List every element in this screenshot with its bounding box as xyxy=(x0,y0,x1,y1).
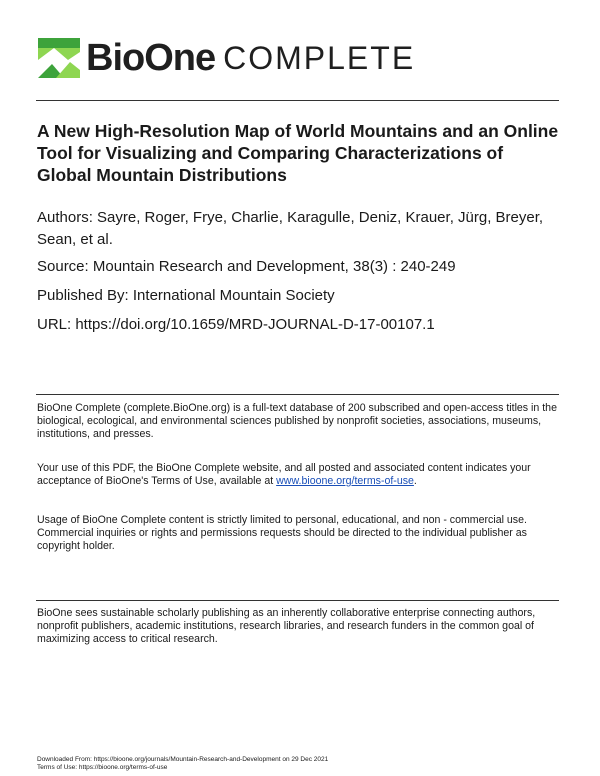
mission-statement: BioOne sees sustainable scholarly publishing as an inherently collaborative enterprise connecting authors, nonprofit publishers, academic institutions, research libraries, and research funders in the common goal of maximizing access to critical research. xyxy=(37,607,536,645)
terms-footer: Terms of Use: https://bioone.org/terms-of-use xyxy=(37,764,168,771)
footer-divider xyxy=(36,600,559,601)
logo-brand-text: BioOne xyxy=(86,37,216,79)
bioone-logo xyxy=(38,38,415,78)
header-divider xyxy=(36,100,559,101)
terms-notice-end: . xyxy=(413,475,417,487)
terms-notice-text: Your use of this PDF, the BioOne Complete website, and all posted and associated content indicates your acceptance of BioOne's Terms of Use, available at xyxy=(37,462,531,487)
download-footer: Downloaded From: https://bioone.org/journals/Mountain-Research-and-Development on 29 Dec 2021 xyxy=(37,756,329,763)
article-url[interactable]: URL: https://doi.org/10.1659/MRD-JOURNAL-D-17-00107.1 xyxy=(37,316,435,333)
article-publisher: Published By: International Mountain Society xyxy=(37,287,335,304)
database-notice: BioOne Complete (complete.BioOne.org) is a full-text database of 200 subscribed and open-access titles in the biological, ecological, and environmental sciences published by nonprofit societies, associations, museums, institutions, and presses. xyxy=(37,402,557,440)
section-divider xyxy=(36,394,559,395)
terms-of-use-link[interactable]: www.bioone.org/terms-of-use xyxy=(276,475,414,487)
terms-notice xyxy=(37,462,562,488)
logo-product-text: COMPLETE xyxy=(223,40,416,76)
bioone-mountain-logo-icon xyxy=(38,38,80,78)
article-title: A New High-Resolution Map of World Mountains and an Online Tool for Visualizing and Comparing Characterizations of Global Mountain Distributions xyxy=(37,121,559,185)
article-source: Source: Mountain Research and Development, 38(3) : 240-249 xyxy=(37,258,456,275)
article-authors: Authors: Sayre, Roger, Frye, Charlie, Karagulle, Deniz, Krauer, Jürg, Breyer, Sean, et al. xyxy=(37,209,544,248)
usage-notice: Usage of BioOne Complete content is strictly limited to personal, educational, and non - commercial use. Commercial inquiries or rights and permissions requests should be directed to the individual publisher as copyright holder. xyxy=(37,514,527,552)
